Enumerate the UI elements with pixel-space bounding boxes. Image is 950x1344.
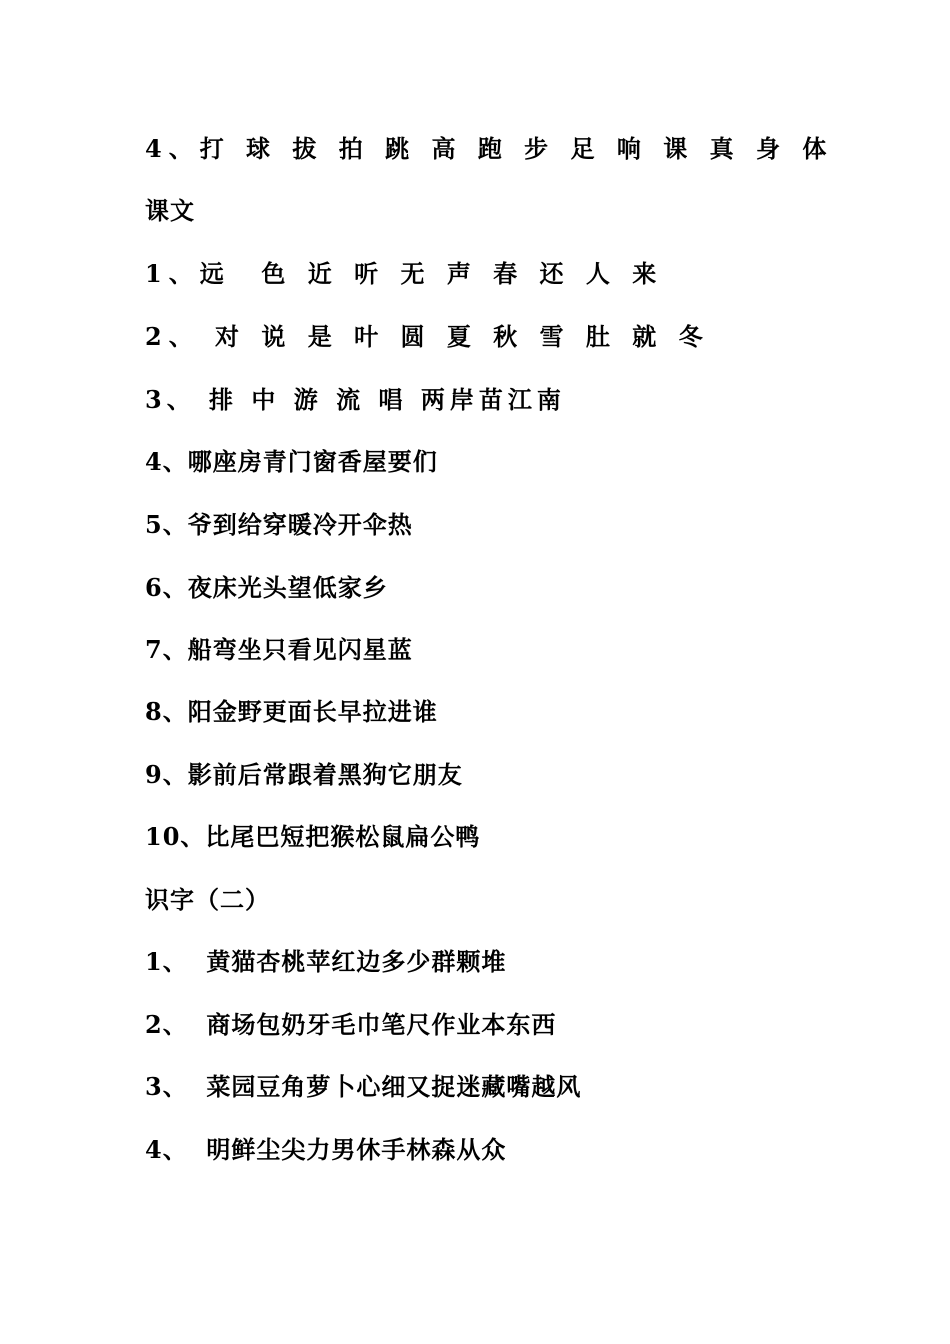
text-line-1: 4、打 球 拔 拍 跳 高 跑 步 足 响 课 真 身 体: [145, 134, 834, 163]
section-heading-kewen: 课文: [145, 196, 195, 225]
text-line-12: 10、比尾巴短把猴松鼠扁公鸭: [145, 822, 481, 851]
text-line-10: 8、阳金野更面长早拉进谁: [145, 697, 438, 726]
text-line-14: 1、 黄猫杏桃苹红边多少群颗堆: [145, 947, 507, 976]
section-heading-shizi-2: 识字（二）: [145, 885, 270, 914]
text-line-4: 2、 对 说 是 叶 圆 夏 秋 雪 肚 就 冬: [145, 322, 710, 351]
text-line-16: 3、 菜园豆角萝卜心细又捉迷藏嘴越风: [145, 1072, 582, 1101]
text-line-3: 1、远 色 近 听 无 声 春 还 人 来: [145, 259, 664, 288]
text-line-11: 9、影前后常跟着黑狗它朋友: [145, 760, 463, 789]
text-line-6: 4、哪座房青门窗香屋要们: [145, 447, 438, 476]
text-line-15: 2、 商场包奶牙毛巾笔尺作业本东西: [145, 1010, 557, 1039]
text-line-7: 5、爷到给穿暖冷开伞热: [145, 510, 413, 539]
text-line-8: 6、夜床光头望低家乡: [145, 573, 388, 602]
text-line-5: 3、 排 中 游 流 唱 两岸苗江南: [145, 385, 566, 414]
text-line-17: 4、 明鲜尘尖力男休手林森从众: [145, 1135, 507, 1164]
text-line-9: 7、船弯坐只看见闪星蓝: [145, 635, 413, 664]
